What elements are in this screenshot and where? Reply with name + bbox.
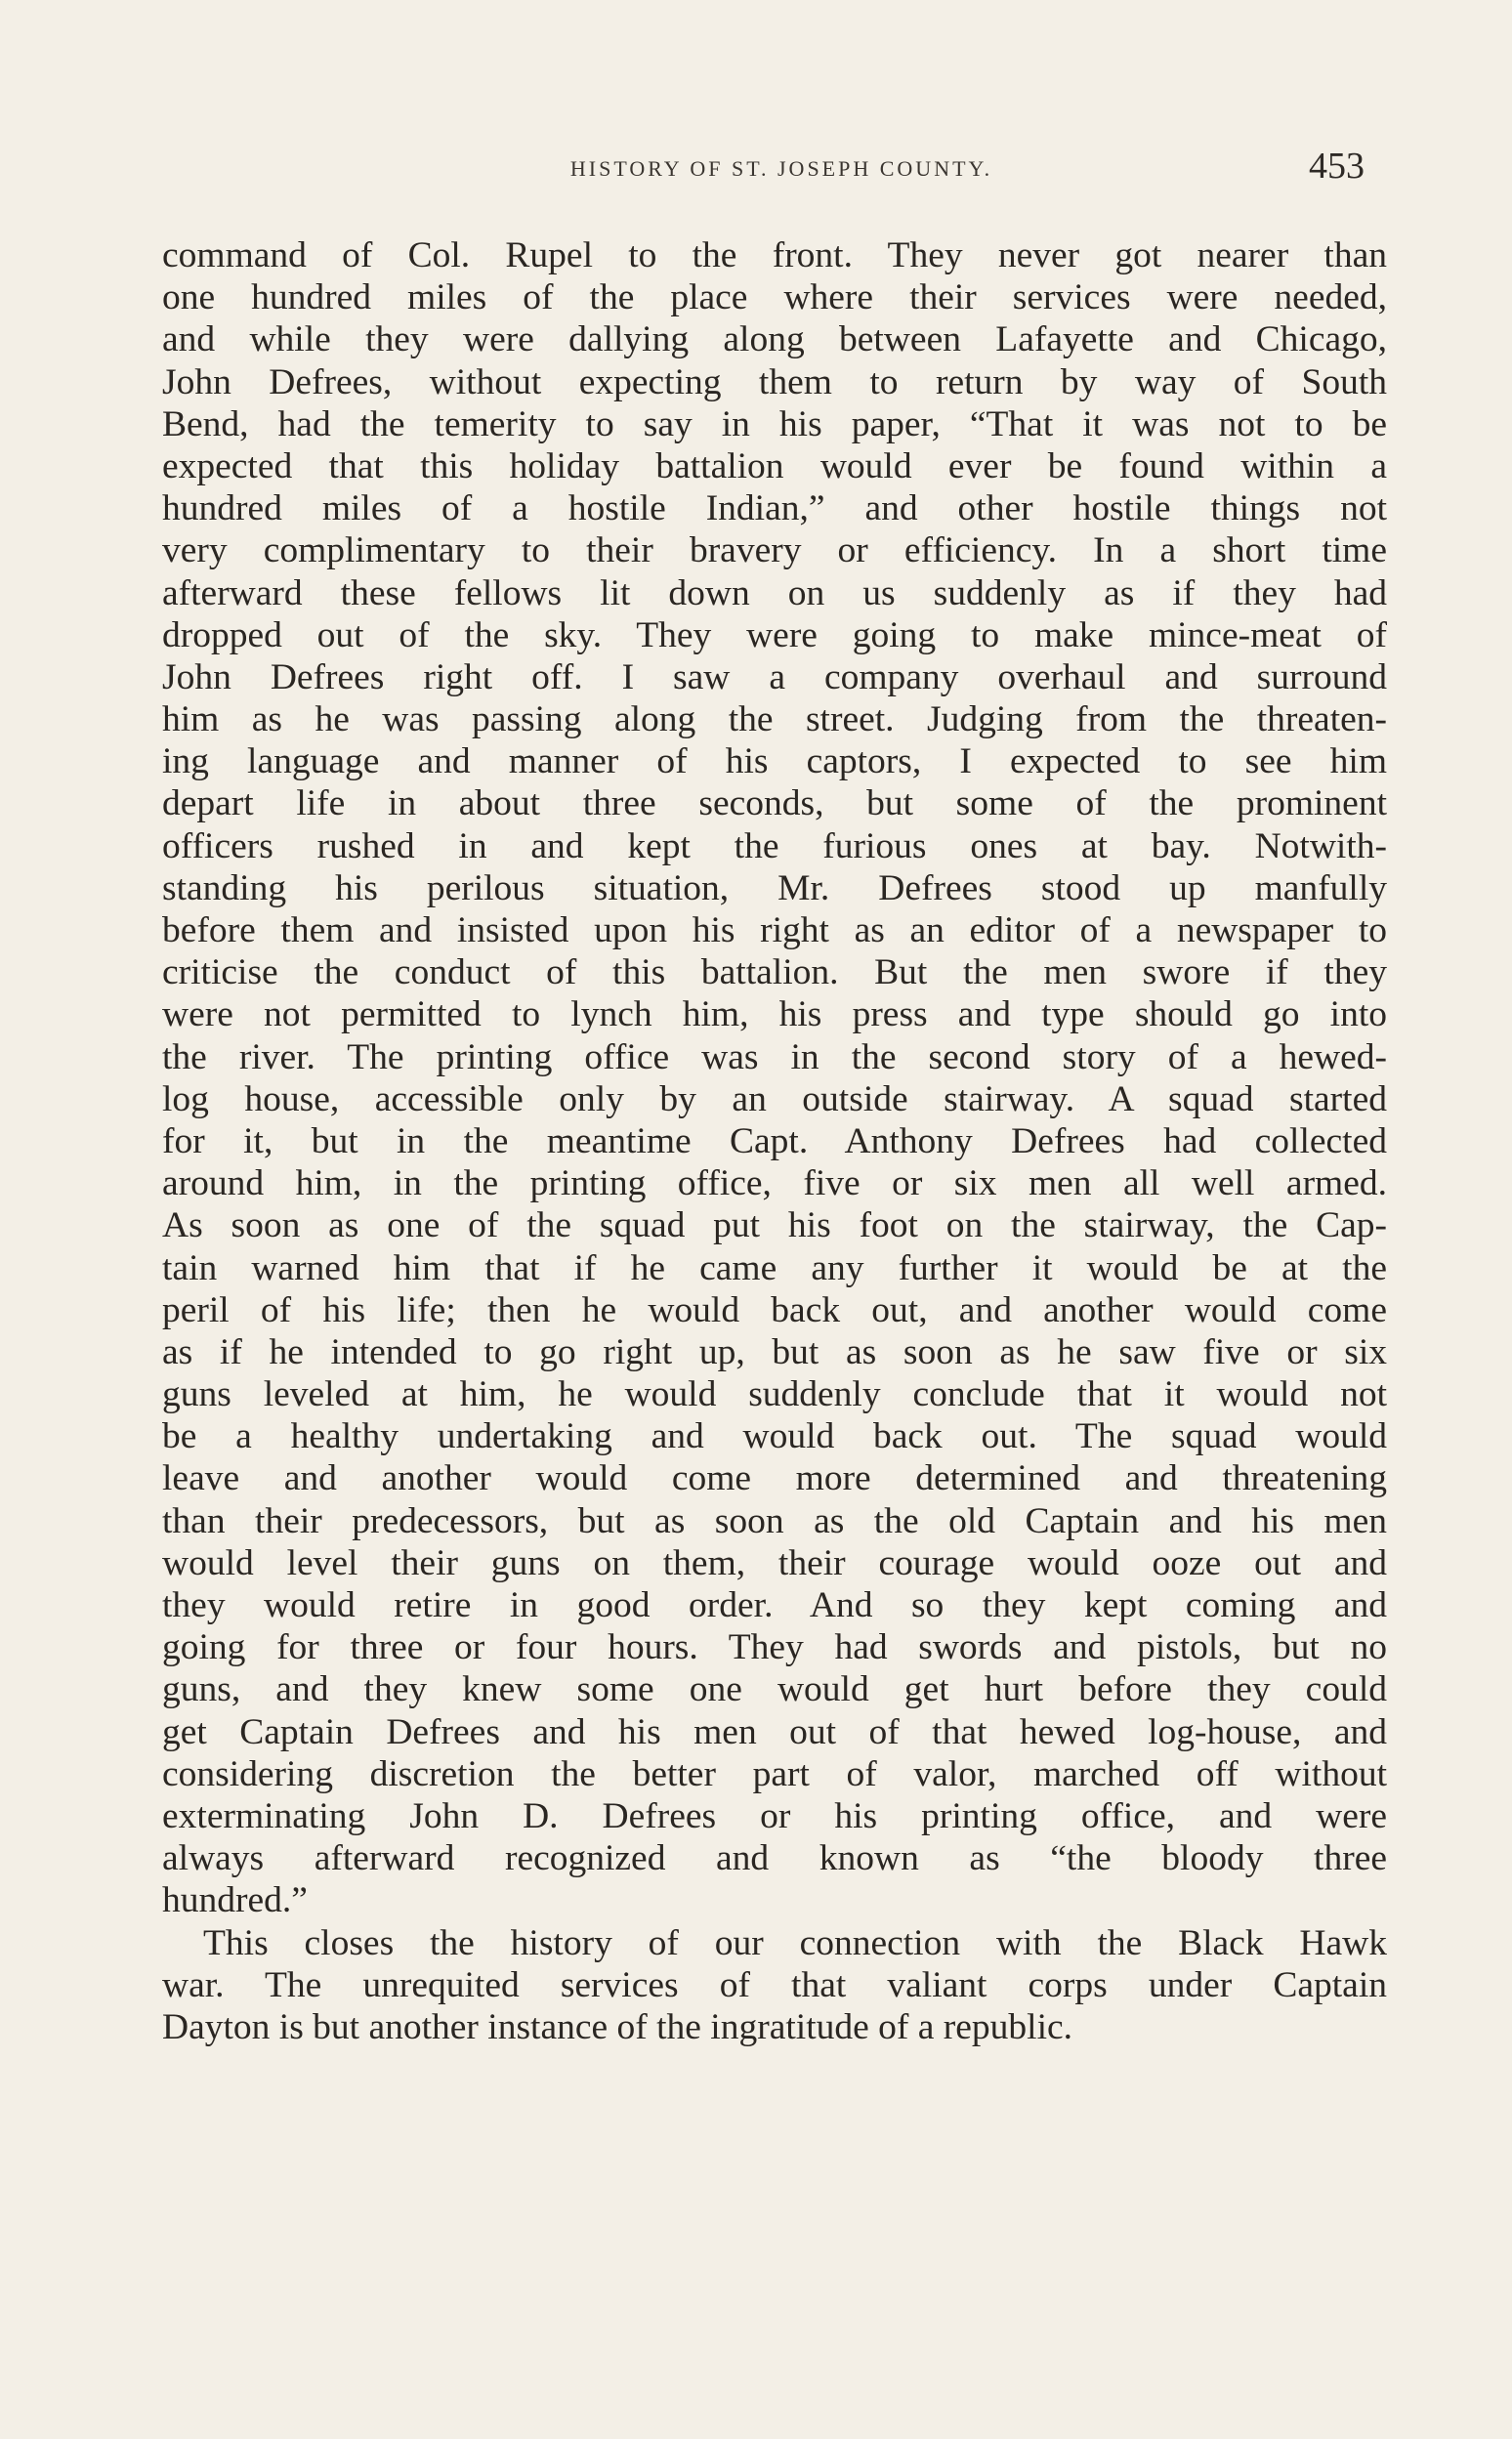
running-head: HISTORY OF ST. JOSEPH COUNTY.	[569, 156, 993, 181]
text-line: be a healthy undertaking and would back out. The squad would	[162, 1416, 1387, 1457]
text-line: dropped out of the sky. They were going to make mince-meat of	[162, 614, 1387, 655]
page-number: 453	[1309, 146, 1365, 187]
text-line: expected that this holiday battalion would ever be found within a	[162, 445, 1387, 486]
text-line: were not permitted to lynch him, his press and type should go into	[162, 994, 1387, 1035]
text-line: peril of his life; then he would back out, and another would come	[162, 1289, 1387, 1330]
text-line: officers rushed in and kept the furious ones at bay. Notwith-	[162, 825, 1387, 866]
paragraph	[162, 1922, 1387, 2049]
text-line: around him, in the printing office, five or six men all well armed.	[162, 1163, 1387, 1204]
text-line: command of Col. Rupel to the front. They never got nearer than	[162, 235, 1387, 275]
text-line: criticise the conduct of this battalion. But the men swore if they	[162, 952, 1387, 993]
text-line: before them and insisted upon his right as an editor of a newspaper to	[162, 910, 1387, 950]
text-line: and while they were dallying along between Lafayette and Chicago,	[162, 319, 1387, 360]
text-line: John Defrees right off. I saw a company overhaul and surround	[162, 656, 1387, 697]
text-line: This closes the history of our connection with the Black Hawk	[203, 1922, 1387, 1963]
text-line: John Defrees, without expecting them to return by way of South	[162, 361, 1387, 402]
text-line: Bend, had the temerity to say in his paper, “That it was not to be	[162, 403, 1387, 444]
text-line: very complimentary to their bravery or efficiency. In a short time	[162, 530, 1387, 571]
paragraph	[162, 234, 1387, 1922]
text-line: hundred.”	[162, 1880, 308, 1921]
text-line: tain warned him that if he came any further it would be at the	[162, 1247, 1387, 1288]
text-line: standing his perilous situation, Mr. Defrees stood up manfully	[162, 867, 1387, 908]
text-line: log house, accessible only by an outside stairway. A squad started	[162, 1078, 1387, 1119]
text-line: as if he intended to go right up, but as soon as he saw five or six	[162, 1331, 1387, 1372]
text-line: always afterward recognized and known as “the bloody three	[162, 1838, 1387, 1879]
text-line: ing language and manner of his captors, I expected to see him	[162, 741, 1387, 782]
text-line: get Captain Defrees and his men out of that hewed log-house, and	[162, 1711, 1387, 1752]
text-line: exterminating John D. Defrees or his printing office, and were	[162, 1795, 1387, 1836]
text-line: leave and another would come more determined and threatening	[162, 1458, 1387, 1499]
text-line: As soon as one of the squad put his foot on the stairway, the Cap-	[162, 1205, 1387, 1246]
text-line: the river. The printing office was in the second story of a hewed-	[162, 1036, 1387, 1077]
text-line: him as he was passing along the street. Judging from the threaten-	[162, 699, 1387, 740]
text-line: guns, and they knew some one would get hurt before they could	[162, 1669, 1387, 1710]
text-line: considering discretion the better part of valor, marched off without	[162, 1753, 1387, 1794]
text-line: hundred miles of a hostile Indian,” and other hostile things not	[162, 488, 1387, 529]
text-line: going for three or four hours. They had swords and pistols, but no	[162, 1627, 1387, 1668]
text-line: afterward these fellows lit down on us suddenly as if they had	[162, 572, 1387, 613]
body-text	[162, 234, 1387, 2048]
text-line: for it, but in the meantime Capt. Anthony Defrees had collected	[162, 1120, 1387, 1161]
text-line: guns leveled at him, he would suddenly conclude that it would not	[162, 1374, 1387, 1415]
text-line: would level their guns on them, their courage would ooze out and	[162, 1542, 1387, 1583]
text-line: one hundred miles of the place where their services were needed,	[162, 277, 1387, 318]
text-line: war. The unrequited services of that valiant corps under Captain	[162, 1964, 1387, 2005]
text-line: depart life in about three seconds, but some of the prominent	[162, 783, 1387, 824]
text-line: they would retire in good order. And so they kept coming and	[162, 1585, 1387, 1625]
text-line: Dayton is but another instance of the ingratitude of a republic.	[162, 2006, 1073, 2047]
text-line: than their predecessors, but as soon as the old Captain and his men	[162, 1500, 1387, 1541]
